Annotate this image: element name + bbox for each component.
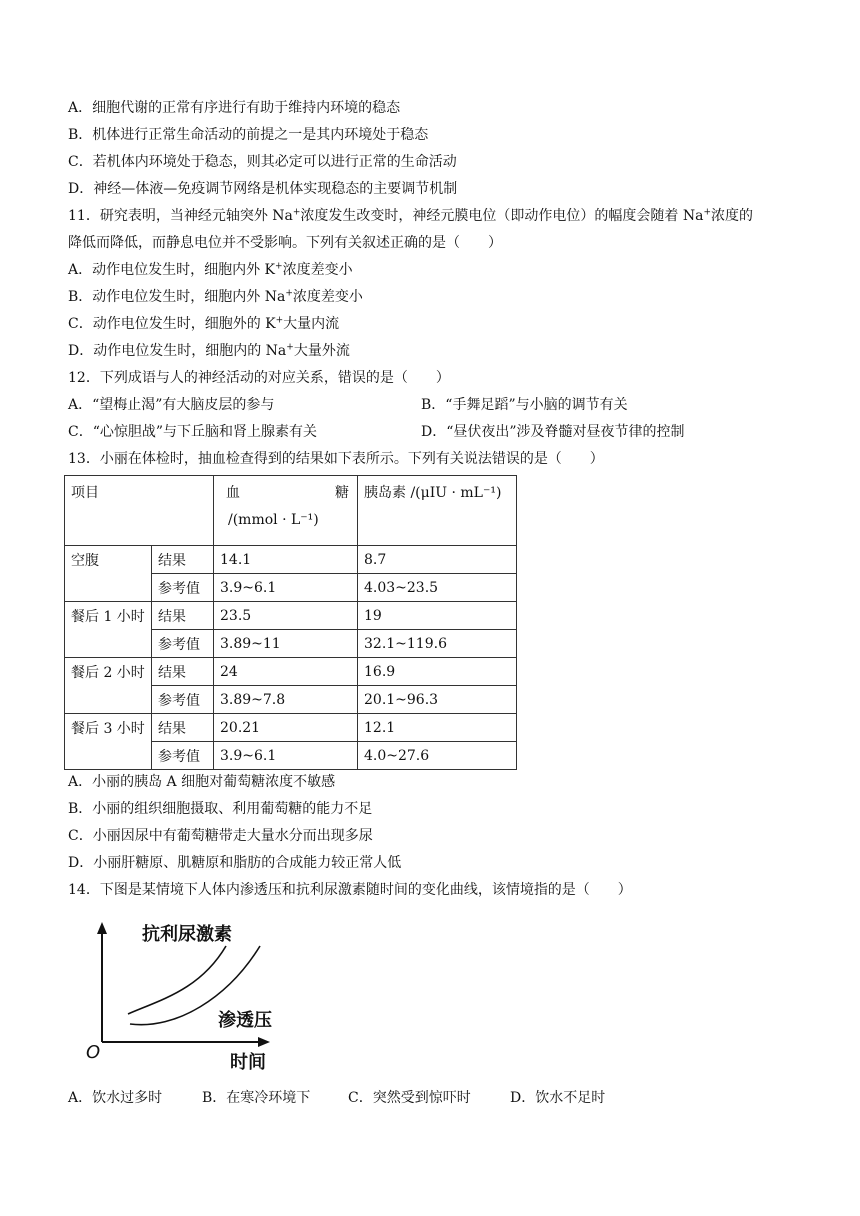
table-row: 空腹 结果 14.1 8.7 bbox=[65, 546, 517, 574]
q12-option-a: A．“望梅止渴”有大脑皮层的参与 bbox=[68, 397, 275, 413]
q12-option-d: D．“昼伏夜出”涉及脊髓对昼夜节律的控制 bbox=[421, 424, 685, 440]
osmotic-label: 渗透压 bbox=[218, 1010, 272, 1031]
adh-curve bbox=[128, 946, 226, 1014]
header-insulin: 胰岛素 /(μIU · mL⁻¹) bbox=[358, 476, 517, 546]
q11-option-a: A．动作电位发生时，细胞内外 K+浓度差变小 bbox=[68, 261, 353, 278]
q14-option-c: C．突然受到惊吓时 bbox=[348, 1090, 471, 1106]
q13-option-a: A．小丽的胰岛 A 细胞对葡萄糖浓度不敏感 bbox=[68, 774, 336, 790]
q13-stem: 13．小丽在体检时，抽血检查得到的结果如下表所示。下列有关说法错误的是（ ） bbox=[68, 451, 604, 467]
q14-option-d: D．饮水不足时 bbox=[510, 1090, 606, 1106]
q12-option-c: C．“心惊胆战”与下丘脑和肾上腺素有关 bbox=[68, 424, 318, 440]
q10-option-d: D．神经—体液—免疫调节网络是机体实现稳态的主要调节机制 bbox=[68, 181, 458, 197]
table-row: 参考值 3.9~6.1 4.03~23.5 bbox=[65, 574, 517, 602]
adh-osmotic-graph bbox=[80, 916, 280, 1076]
q12-option-b: B．“手舞足蹈”与小脑的调节有关 bbox=[421, 397, 628, 413]
q11-option-c: C．动作电位发生时，细胞外的 K+大量内流 bbox=[68, 315, 340, 332]
header-blood-sugar: 血 糖 /(mmol · L⁻¹) bbox=[214, 476, 358, 546]
q14-stem: 14．下图是某情境下人体内渗透压和抗利尿激素随时间的变化曲线，该情境指的是（ ） bbox=[68, 882, 632, 898]
adh-label: 抗利尿激素 bbox=[142, 924, 232, 945]
header-blood-sugar-unit: /(mmol · L⁻¹) bbox=[228, 512, 319, 528]
q14-option-a: A．饮水过多时 bbox=[68, 1090, 163, 1106]
table-row: 餐后 3 小时 结果 20.21 12.1 bbox=[65, 714, 517, 742]
header-item: 项目 bbox=[65, 476, 214, 546]
q11-stem-line1: 11．研究表明，当神经元轴突外 Na+浓度发生改变时，神经元膜电位（即动作电位）的幅度会随着 Na+浓度的 bbox=[68, 207, 754, 224]
q13-option-d: D．小丽肝糖原、肌糖原和脂肪的合成能力较正常人低 bbox=[68, 855, 402, 871]
q13-option-b: B．小丽的组织细胞摄取、利用葡萄糖的能力不足 bbox=[68, 801, 373, 817]
table-row: 参考值 3.89~11 32.1~119.6 bbox=[65, 630, 517, 658]
q11-option-d: D．动作电位发生时，细胞内的 Na+大量外流 bbox=[68, 342, 350, 359]
q10-option-c: C．若机体内环境处于稳态，则其必定可以进行正常的生命活动 bbox=[68, 154, 457, 170]
q12-stem: 12．下列成语与人的神经活动的对应关系，错误的是（ ） bbox=[68, 370, 450, 386]
table-row: 参考值 3.89~7.8 20.1~96.3 bbox=[65, 686, 517, 714]
q14-option-b: B．在寒冷环境下 bbox=[202, 1090, 311, 1106]
q13-option-c: C．小丽因尿中有葡萄糖带走大量水分而出现多尿 bbox=[68, 828, 373, 844]
table-row: 餐后 1 小时 结果 23.5 19 bbox=[65, 602, 517, 630]
x-axis-label: 时间 bbox=[230, 1052, 266, 1073]
table-row: 参考值 3.9~6.1 4.0~27.6 bbox=[65, 742, 517, 770]
blood-test-table bbox=[64, 475, 517, 770]
origin-label: O bbox=[86, 1042, 101, 1063]
x-axis-arrow bbox=[258, 1037, 270, 1047]
table-row: 餐后 2 小时 结果 24 16.9 bbox=[65, 658, 517, 686]
q10-option-a: A．细胞代谢的正常有序进行有助于维持内环境的稳态 bbox=[68, 100, 401, 116]
y-axis-arrow bbox=[97, 922, 107, 934]
q10-option-b: B．机体进行正常生命活动的前提之一是其内环境处于稳态 bbox=[68, 127, 429, 143]
table-header-row bbox=[65, 476, 517, 546]
q11-stem-line2: 降低而降低，而静息电位并不受影响。下列有关叙述正确的是（ ） bbox=[68, 235, 502, 251]
q11-option-b: B．动作电位发生时，细胞内外 Na+浓度差变小 bbox=[68, 288, 363, 305]
